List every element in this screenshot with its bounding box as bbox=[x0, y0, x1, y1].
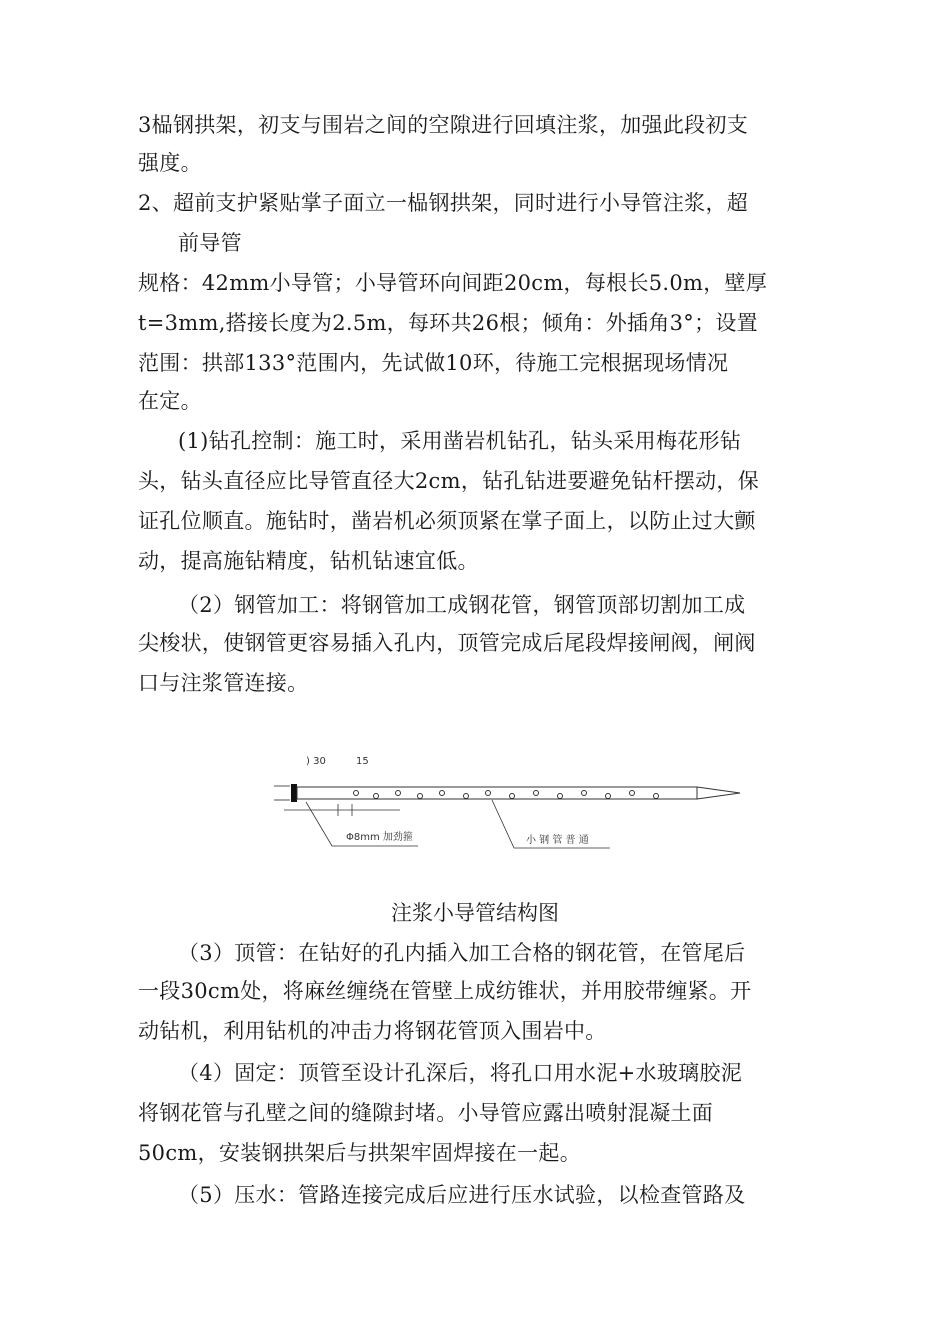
figure-caption: 注浆小导管结构图 bbox=[391, 901, 559, 925]
text-line: 动钻机，利用钻机的冲击力将钢花管顶入围岩中。 bbox=[138, 1019, 607, 1043]
text-line: 口与注浆管连接。 bbox=[138, 671, 309, 695]
text-line: 3榀钢拱架，初支与围岩之间的空隙进行回填注浆，加强此段初支 bbox=[138, 113, 749, 137]
text-line: （4）固定：顶管至设计孔深后，将孔口用水泥+水玻璃胶泥 bbox=[178, 1061, 743, 1085]
pipe-end-cap bbox=[291, 784, 297, 802]
grouting-pipe-diagram bbox=[270, 752, 750, 862]
grout-holes bbox=[354, 791, 659, 799]
text-line: （5）压水：管路连接完成后应进行压水试验，以检查管路及 bbox=[178, 1183, 746, 1207]
text-line: 一段30cm处，将麻丝缠绕在管壁上成纺锥状，并用胶带缠紧。开 bbox=[138, 979, 752, 1003]
text-line: 强度。 bbox=[138, 151, 202, 175]
text-line: 将钢花管与孔壁之间的缝隙封堵。小导管应露出喷射混凝土面 bbox=[138, 1101, 714, 1125]
text-line: 证孔位顺直。施钻时，凿岩机必须顶紧在掌子面上，以防止过大颤 bbox=[138, 509, 756, 533]
text-line: t=3mm,搭接长度为2.5m，每环共26根；倾角：外插角3°；设置 bbox=[138, 311, 758, 335]
text-line: 在定。 bbox=[138, 389, 202, 413]
text-line: （3）顶管：在钻好的孔内插入加工合格的钢花管，在管尾后 bbox=[178, 941, 746, 965]
dimension-label-left: ) 30 bbox=[306, 756, 326, 767]
pipe-label: 小 钢 管 普 通 bbox=[526, 835, 589, 846]
text-line: (1)钻孔控制：施工时，采用凿岩机钻孔，钻头采用梅花形钻 bbox=[178, 429, 742, 453]
dimension-label-right: 15 bbox=[356, 756, 369, 767]
text-line: 头，钻头直径应比导管直径大2cm，钻孔钻进要避免钻杆摆动，保 bbox=[138, 469, 760, 493]
ring-label: Φ8mm 加劲箍 bbox=[346, 832, 413, 843]
text-line: （2）钢管加工：将钢管加工成钢花管，钢管顶部切割加工成 bbox=[178, 593, 746, 617]
text-line: 动，提高施钻精度，钻机钻速宜低。 bbox=[138, 549, 479, 573]
text-line: 尖梭状，使钢管更容易插入孔内，顶管完成后尾段焊接闸阀，闸阀 bbox=[138, 631, 756, 655]
text-line: 前导管 bbox=[178, 231, 242, 255]
pipe-tip bbox=[697, 787, 740, 799]
pipe-body bbox=[297, 787, 697, 799]
text-line: 范围：拱部133°范围内，先试做10环，待施工完根据现场情况 bbox=[138, 351, 729, 375]
text-line: 2、超前支护紧贴掌子面立一榀钢拱架，同时进行小导管注浆，超 bbox=[138, 191, 749, 215]
text-line: 50cm，安装钢拱架后与拱架牢固焊接在一起。 bbox=[138, 1141, 581, 1165]
text-line: 规格：42mm小导管；小导管环向间距20cm，每根长5.0m，壁厚 bbox=[138, 271, 768, 295]
